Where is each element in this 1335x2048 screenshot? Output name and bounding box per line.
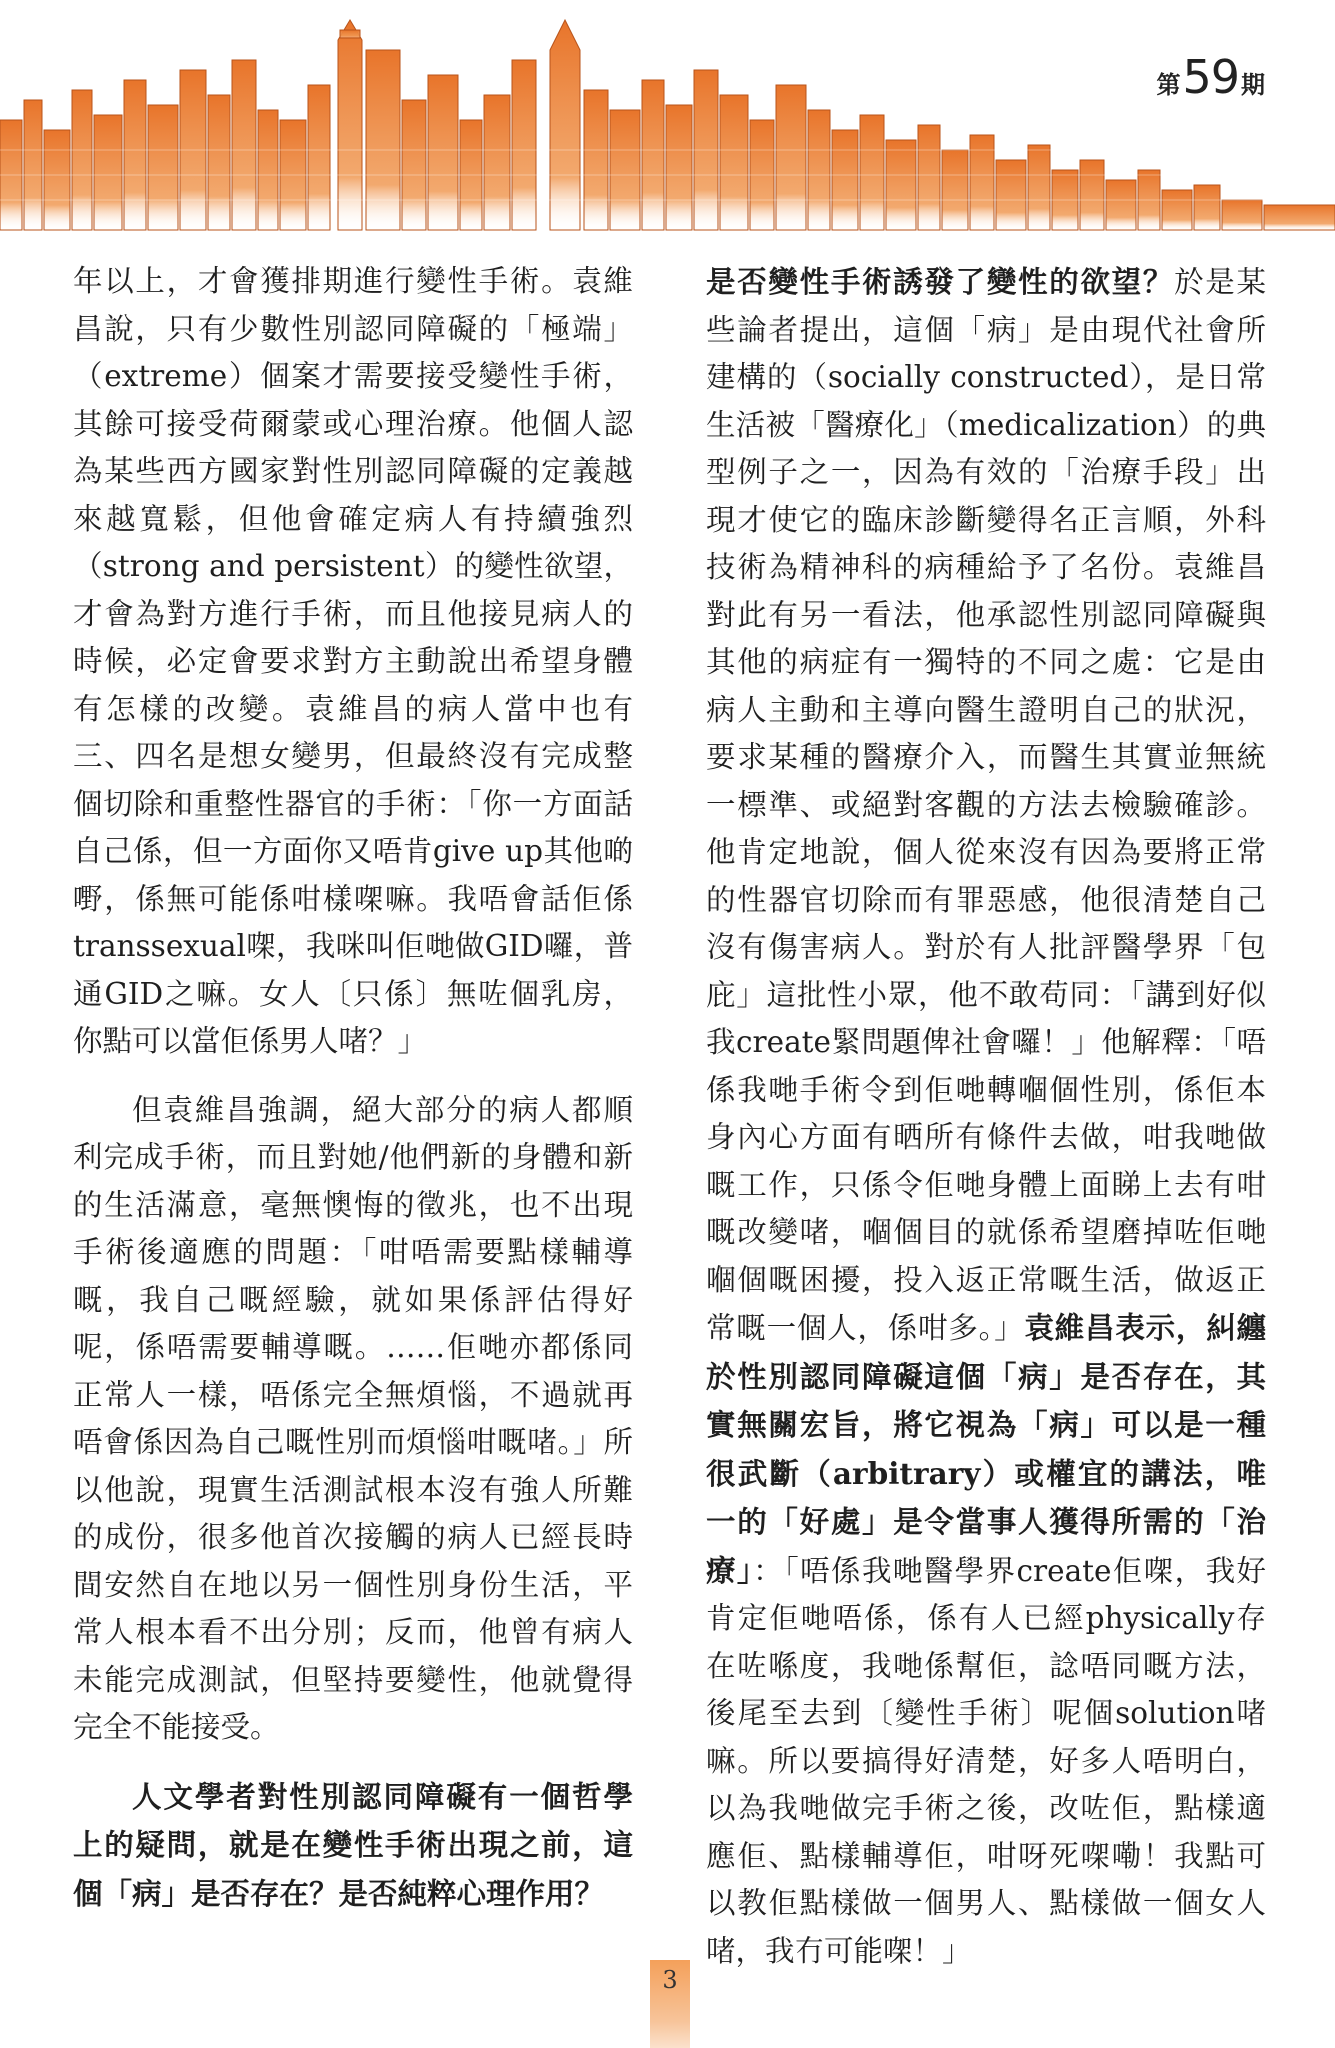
page-number: 3 (662, 1966, 678, 1994)
issue-suffix: 期 (1241, 71, 1265, 99)
issue-number (1156, 50, 1265, 104)
left-paragraph-1: 年以上，才會獲排期進行變性手術。袁維昌說，只有少數性別認同障礙的「極端」（extreme）個案才需要接受變性手術，其餘可接受荷爾蒙或心理治療。他個人認為某些西方國家對性別認同障礙的定義越來越寬鬆，但他會確定病人有持續強烈（strong and persistent）的變性欲望，才會為對方進行手術，而且他接見病人的時候，必定會要求對方主動說出希望身體有怎樣的改變。袁維昌的病人當中也有三、四名是想女變男，但最終沒有完成整個切除和重整性器官的手術：「你一方面話自己係，但一方面你又唔肯give up其他啲嘢，係無可能係咁樣㗎嘛。我唔會話佢係transsexual㗎，我咪叫佢哋做GID囉，普通GID之嘛。女人〔只係〕無咗個乳房，你點可以當佢係男人啫？」 (73, 264, 633, 1058)
left-column (73, 258, 633, 1918)
city-skyline-illustration (0, 0, 1335, 270)
right-bold-question: 是否變性手術誘發了變性的欲望？ (706, 264, 1175, 299)
right-paragraph-1 (706, 258, 1266, 1975)
issue-prefix: 第 (1156, 71, 1181, 99)
right-bold-statement: 袁維昌表示，糾纏於性別認同障礙這個「病」是否存在，其實無關宏旨，將它視為「病」可以是一種很武斷（arbitrary）或權宜的講法，唯一的「好處」是令當事人獲得所需的「治療」 (706, 1310, 1266, 1588)
left-paragraph-3 (73, 1773, 633, 1919)
right-text-b: ：「唔係我哋醫學界create佢㗎，我好肯定佢哋唔係，係有人已經physically存在咗喺度，我哋係幫佢，諗唔同嘅方法，後尾至去到〔變性手術〕呢個solution啫嘛。所以要搞得好清楚，好多人唔明白，以為我哋做完手術之後，改咗佢，點樣適應佢、點樣輔導佢，咁呀死㗎嘞！我點可以教佢點樣做一個男人、點樣做一個女人啫，我冇可能㗎！」 (706, 1553, 1266, 1968)
skyline-header (0, 0, 1335, 270)
issue-number-value: 59 (1182, 50, 1239, 104)
left-paragraph-2: 但袁維昌強調，絕大部分的病人都順利完成手術，而且對她/他們新的身體和新的生活滿意，毫無懊悔的徵兆，也不出現手術後適應的問題：「咁唔需要點樣輔導嘅，我自己嘅經驗，就如果係評估得好呢，係唔需要輔導嘅。……佢哋亦都係同正常人一樣，唔係完全無煩惱，不過就再唔會係因為自己嘅性別而煩惱咁嘅啫。」所以他說，現實生活測試根本沒有強人所難的成份，很多他首次接觸的病人已經長時間安然自在地以另一個性別身份生活，平常人根本看不出分別；反而，他曾有病人未能完成測試，但堅持要變性，他就覺得完全不能接受。 (73, 1092, 633, 1744)
right-text-a: 於是某些論者提出，這個「病」是由現代社會所建構的（socially constructed），是日常生活被「醫療化」（medicalization）的典型例子之一，因為有效的「治療手段」出現才使它的臨床診斷變得名正言順，外科技術為精神科的病種給予了名份。袁維昌對此有另一看法，他承認性別認同障礙與其他的病症有一獨特的不同之處：它是由病人主動和主導向醫生證明自己的狀況，要求某種的醫療介入，而醫生其實並無統一標準、或絕對客觀的方法去檢驗確診。他肯定地說，個人從來沒有因為要將正常的性器官切除而有罪惡感，他很清楚自己沒有傷害病人。對於有人批評醫學界「包庇」這批性小眾，他不敢苟同：「講到好似我create緊問題俾社會囉！」他解釋：「唔係我哋手術令到佢哋轉嗰個性別，係佢本身內心方面有晒所有條件去做，咁我哋做嘅工作，只係令佢哋身體上面睇上去有咁嘅改變啫，嗰個目的就係希望磨掉咗佢哋嗰個嘅困擾，投入返正常嘅生活，做返正常嘅一個人，係咁多。」 (706, 265, 1266, 1345)
left-bold-statement: 人文學者對性別認同障礙有一個哲學上的疑問，就是在變性手術出現之前，這個「病」是否存在？是否純粹心理作用？ (73, 1778, 633, 1911)
right-column (706, 258, 1266, 1975)
